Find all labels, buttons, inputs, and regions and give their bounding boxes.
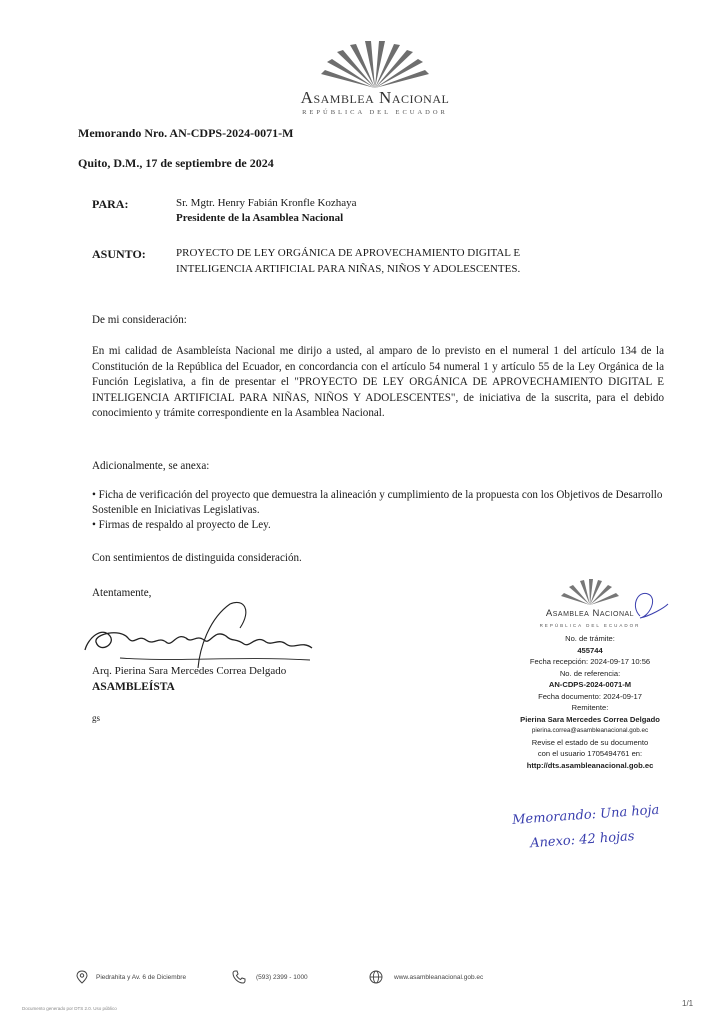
para-role: Presidente de la Asamblea Nacional xyxy=(176,212,344,224)
stamp-referencia-value: AN-CDPS-2024-0071-M xyxy=(548,680,632,689)
asunto-line-2: INTELIGENCIA ARTIFICIAL PARA NIÑAS, NIÑOS Y ADOLESCENTES. xyxy=(176,263,521,275)
stamp-url: http://dts.asambleanacional.gob.ec xyxy=(526,760,654,770)
logo-subtitle: REPÚBLICA DEL ECUADOR xyxy=(302,109,448,116)
page-number: 1/1 xyxy=(682,999,694,1008)
stamp-fecha-documento: Fecha documento: 2024-09-17 xyxy=(538,691,642,701)
stamp-revise: Revise el estado de su documento xyxy=(531,737,649,747)
reception-stamp xyxy=(500,582,680,771)
initials: gs xyxy=(92,713,101,723)
date-line: Quito, D.M., 17 de septiembre de 2024 xyxy=(78,156,274,170)
phone-icon xyxy=(232,970,246,984)
stamp-tramite-label: No. de trámite: xyxy=(565,634,615,643)
asunto-line-1: PROYECTO DE LEY ORGÁNICA DE APROVECHAMIENTO DIGITAL E xyxy=(176,247,521,259)
footer-small-note: Documento generado por DTS 2.0. Uso público xyxy=(22,1006,117,1011)
asunto-label: ASUNTO: xyxy=(92,247,146,261)
signer-role: ASAMBLEÍSTA xyxy=(92,681,175,693)
stamp-subtitle: REPÚBLICA DEL ECUADOR xyxy=(539,622,641,628)
stamp-tramite-value: 455744 xyxy=(577,645,603,655)
handwritten-note-2: Anexo: 42 hojas xyxy=(529,829,635,852)
signer-name: Arq. Pierina Sara Mercedes Correa Delgado xyxy=(92,665,287,677)
annex-item: • Ficha de verificación del proyecto que demuestra la alineación y cumplimiento de la propuesta con los Objetivos de Desarrollo Sostenible en Iniciativas Legislativas. xyxy=(92,489,663,516)
stamp-usuario: con el usuario 1705494761 en: xyxy=(537,749,643,758)
stamp-email: pierina.correa@asambleanacional.gob.ec xyxy=(531,727,649,734)
farewell: Atentamente, xyxy=(92,587,152,599)
logo-name: Asamblea Nacional xyxy=(300,88,450,107)
footer-phone: (593) 2399 - 1000 xyxy=(256,974,308,981)
annex-list xyxy=(92,488,664,533)
stamp-name: Asamblea Nacional xyxy=(545,608,635,619)
stamp-remitente-name: Pierina Sara Mercedes Correa Delgado xyxy=(520,714,660,724)
location-pin-icon xyxy=(76,970,88,984)
handwritten-note-1: Memorando: Una hoja xyxy=(511,802,660,828)
para-label: PARA: xyxy=(92,197,129,211)
greeting: De mi consideración: xyxy=(92,314,187,326)
stamp-remitente-label: Remitente: xyxy=(571,703,609,712)
stamp-recepcion: Fecha recepción: 2024-09-17 10:56 xyxy=(529,657,651,666)
annex-intro: Adicionalmente, se anexa: xyxy=(92,460,210,472)
footer-web: www.asambleanacional.gob.ec xyxy=(394,974,484,981)
closing: Con sentimientos de distinguida consideración. xyxy=(92,552,302,564)
logo-fan-icon xyxy=(315,40,435,90)
header-logo xyxy=(280,40,470,116)
para-name: Sr. Mgtr. Henry Fabián Kronfle Kozhaya xyxy=(176,197,357,209)
footer-address: Piedrahita y Av. 6 de Diciembre xyxy=(96,974,187,981)
memo-number: Memorando Nro. AN-CDPS-2024-0071-M xyxy=(78,126,294,140)
annex-item: • Firmas de respaldo al proyecto de Ley. xyxy=(92,519,271,531)
body-paragraph: En mi calidad de Asambleísta Nacional me dirijo a usted, al amparo de lo previsto en el numeral 1 del artículo 134 de la Constitución de la República del Ecuador, en concordancia con el artículo 54 numeral 1 y artículo 55 de la Ley Orgánica de la Función Legislativa, a fin de presentar el "PROYECTO DE LEY ORGÁNICA DE APROVECHAMIENTO DIGITAL E INTELIGENCIA ARTIFICIAL PARA NIÑAS, NIÑOS Y ADOLESCENTES", de iniciativa de la suscrita, para el debido conocimiento y trámite correspondiente en la Asamblea Nacional. xyxy=(92,345,664,420)
globe-icon xyxy=(369,970,383,984)
stamp-referencia-label: No. de referencia: xyxy=(559,668,621,678)
